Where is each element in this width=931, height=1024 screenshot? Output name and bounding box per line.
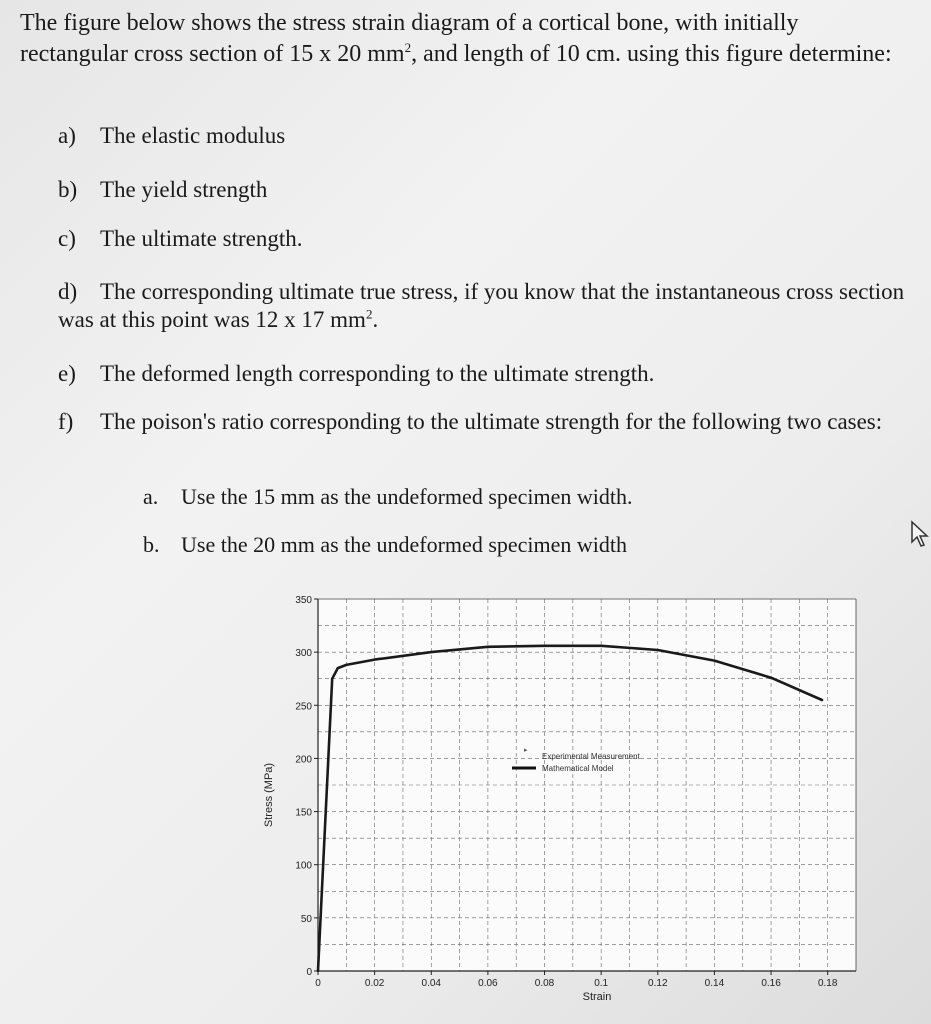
legend-entry-model: Mathematical Model bbox=[542, 764, 614, 773]
x-tick-label: 0.14 bbox=[704, 978, 725, 989]
y-tick-label: 200 bbox=[295, 754, 312, 766]
intro-text-2: , and length of 10 cm. using this figure determine: bbox=[411, 41, 892, 67]
x-tick-label: 0 bbox=[315, 978, 321, 989]
question-f-label: f) bbox=[58, 409, 74, 434]
y-tick-label: 250 bbox=[295, 701, 312, 713]
y-tick-label: 300 bbox=[295, 648, 312, 660]
x-tick-label: 0.16 bbox=[761, 978, 781, 989]
x-tick-label: 0.06 bbox=[478, 978, 498, 989]
legend-entry-experimental: Experimental Measurement bbox=[542, 752, 640, 761]
subitem-a-text: Use the 15 mm as the undeformed specimen width. bbox=[181, 484, 633, 509]
x-tick-label: 0.08 bbox=[534, 978, 555, 989]
question-d-tail: . bbox=[372, 307, 379, 332]
question-c-label: c) bbox=[58, 226, 76, 251]
intro-sup: 2 bbox=[404, 40, 412, 55]
subitem-b-label: b. bbox=[143, 532, 160, 557]
question-c-text: The ultimate strength. bbox=[100, 226, 303, 251]
question-e-label: e) bbox=[58, 361, 76, 386]
question-d-text: The corresponding ultimate true stress, if you know that the instantaneous cross section was at this point was 12 x 17 mm bbox=[58, 279, 905, 332]
question-d-sup: 2 bbox=[365, 306, 373, 322]
subitem-b-text: Use the 20 mm as the undeformed specimen width bbox=[181, 532, 628, 557]
question-b-label: b) bbox=[58, 177, 78, 202]
y-tick-label: 100 bbox=[295, 860, 312, 872]
y-axis-label: Stress (MPa) bbox=[263, 762, 275, 828]
x-tick-label: 0.04 bbox=[421, 978, 441, 989]
question-a-label: a) bbox=[58, 123, 76, 148]
y-tick-label: 350 bbox=[295, 595, 312, 606]
question-e-text: The deformed length corresponding to the ultimate strength. bbox=[100, 361, 655, 386]
legend-marker-experimental: ▸ bbox=[524, 746, 528, 754]
y-tick-label: 50 bbox=[300, 913, 312, 925]
question-d-label: d) bbox=[58, 279, 78, 304]
y-tick-label: 0 bbox=[306, 967, 312, 978]
x-tick-label: 0.1 bbox=[594, 978, 609, 989]
intro-text-1: The figure below shows the stress strain diagram of a cortical bone, with initially rectangular cross section of 15 x 20 mm bbox=[20, 10, 799, 67]
subitem-a-label: a. bbox=[143, 484, 159, 509]
x-axis-label: Strain bbox=[582, 991, 612, 1003]
question-a-text: The elastic modulus bbox=[100, 123, 286, 148]
x-tick-label: 0.02 bbox=[364, 978, 385, 989]
x-tick-label: 0.12 bbox=[648, 978, 668, 989]
x-tick-label: 0.18 bbox=[817, 978, 838, 989]
y-tick-label: 150 bbox=[295, 807, 312, 819]
question-b-text: The yield strength bbox=[100, 177, 268, 202]
question-f-text: The poison's ratio corresponding to the ultimate strength for the following two cases: bbox=[100, 409, 883, 434]
